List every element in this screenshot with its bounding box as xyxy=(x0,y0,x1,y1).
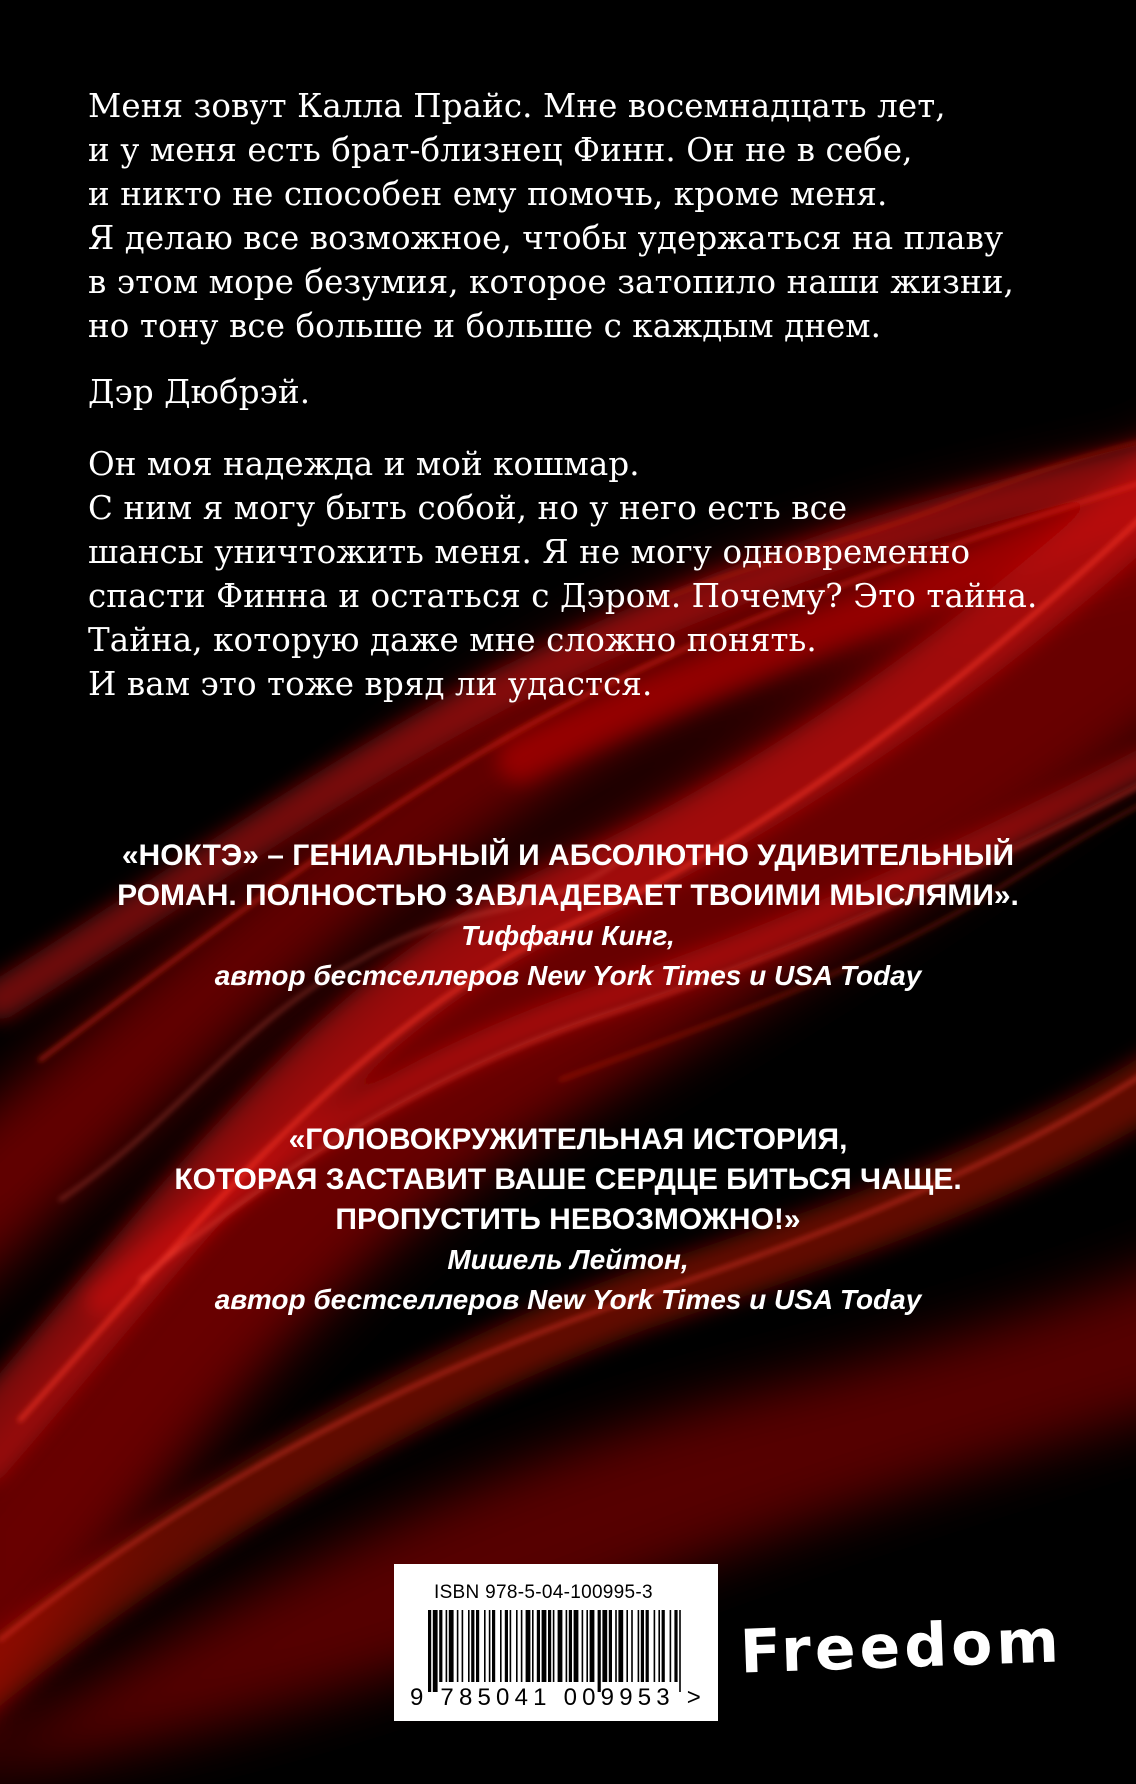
review-quote-1 xyxy=(0,836,1136,996)
blurb-paragraph-3: Он моя надежда и мой кошмар. С ним я могу быть собой, но у него есть все шансы уничтожить меня. Я не могу одновременно спасти Финна и остаться с Дэром. Почему? Это тайна. Тайна, которую даже мне сложно понять. И вам это тоже вряд ли удастся. xyxy=(88,445,1038,703)
isbn-label: ISBN 978-5-04-100995-3 xyxy=(434,1582,653,1603)
review-quote-credit: автор бестселлеров New York Times и USA Today xyxy=(214,1284,922,1315)
review-quote-text: «НОКТЭ» – ГЕНИАЛЬНЫЙ И АБСОЛЮТНО УДИВИТЕЛЬНЫЙ РОМАН. ПОЛНОСТЬЮ ЗАВЛАДЕВАЕТ ТВОИМИ МЫСЛЯМИ». xyxy=(117,839,1019,912)
review-quote-author: Мишель Лейтон, xyxy=(447,1244,689,1275)
publisher-logo: Freedom xyxy=(738,1606,1064,1688)
barcode-digits: 9 785041 009953 > xyxy=(410,1684,706,1711)
review-quote-2 xyxy=(0,1120,1136,1320)
review-quote-credit: автор бестселлеров New York Times и USA Today xyxy=(214,960,922,991)
review-quote-author: Тиффани Кинг, xyxy=(461,920,675,951)
blurb-paragraph-1: Меня зовут Калла Прайс. Мне восемнадцать лет, и у меня есть брат-близнец Финн. Он не в себе, и никто не способен ему помочь, кроме меня. Я делаю все возможное, чтобы удержаться на плаву в этом море безумия, которое затопило наши жизни, но тону все больше и больше с каждым днем. xyxy=(88,87,1014,345)
isbn-barcode-box xyxy=(394,1564,718,1721)
review-quote-text: «ГОЛОВОКРУЖИТЕЛЬНАЯ ИСТОРИЯ, КОТОРАЯ ЗАСТАВИТ ВАШЕ СЕРДЦЕ БИТЬСЯ ЧАЩЕ. ПРОПУСТИТЬ НЕВОЗМОЖНО!» xyxy=(174,1123,962,1236)
blurb-paragraph-2: Дэр Дюбрэй. xyxy=(88,373,311,411)
